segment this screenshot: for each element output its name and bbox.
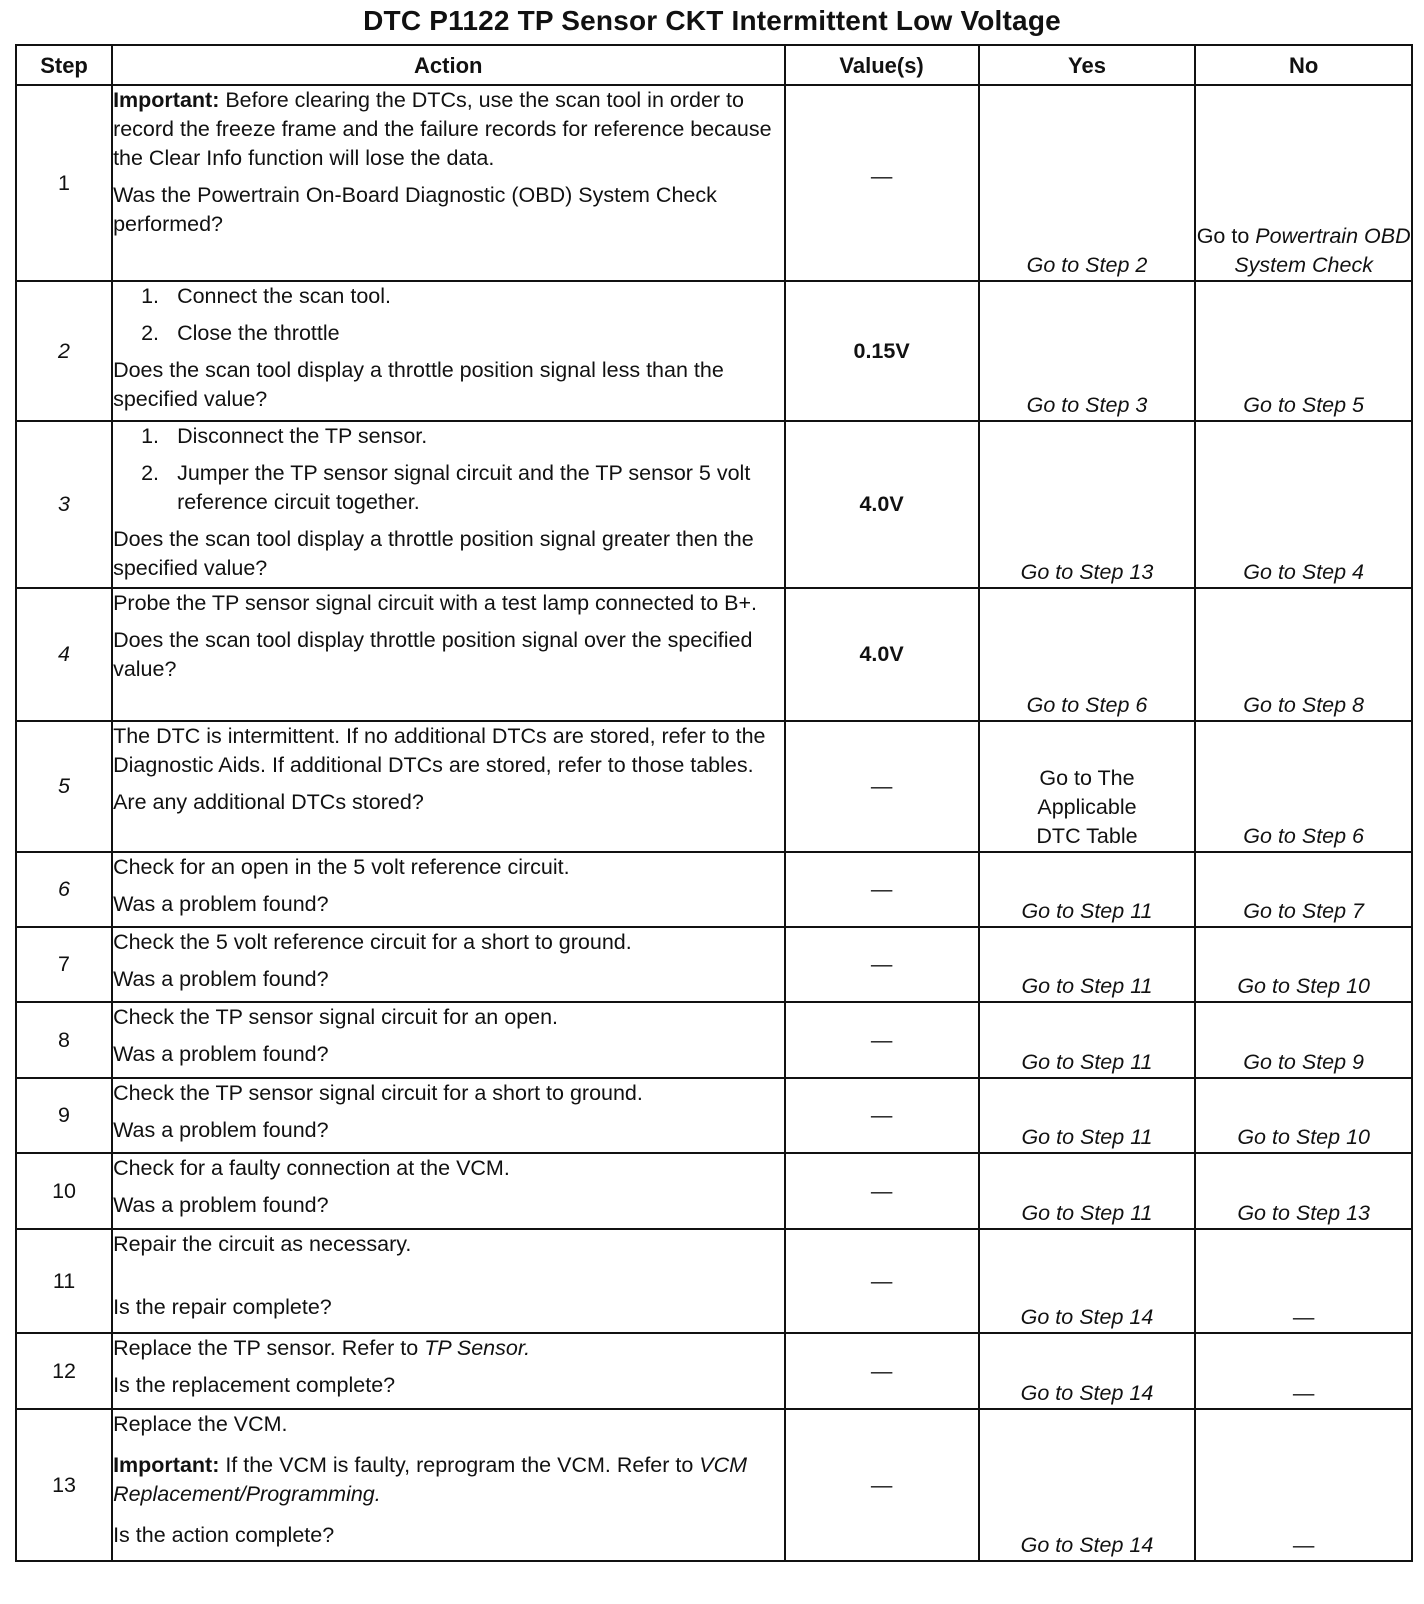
yes-cell: Go to Step 13 bbox=[979, 421, 1196, 588]
action-cell bbox=[112, 721, 784, 852]
value-cell: 0.15V bbox=[785, 281, 979, 421]
no-cell: Go to Step 10 bbox=[1195, 1078, 1412, 1153]
table-row bbox=[16, 927, 1412, 1002]
yes-cell: Go to Step 11 bbox=[979, 1078, 1196, 1153]
action-question: Was a problem found? bbox=[113, 1042, 329, 1066]
value-cell: — bbox=[870, 1358, 893, 1383]
table-row bbox=[16, 721, 1412, 852]
diagnostic-table bbox=[15, 44, 1413, 1562]
no-cell: Go to Step 6 bbox=[1195, 721, 1412, 852]
action-cell bbox=[112, 421, 784, 588]
action-cell bbox=[112, 281, 784, 421]
important-label: Important: bbox=[113, 88, 220, 112]
action-cell bbox=[112, 588, 784, 721]
action-text: Check the 5 volt reference circuit for a short to ground. bbox=[113, 930, 632, 954]
important-label: Important: bbox=[113, 1453, 220, 1477]
value-cell: 4.0V bbox=[785, 421, 979, 588]
action-reference: VCM Replacement/Programming. bbox=[113, 1453, 748, 1506]
step-number: 7 bbox=[16, 927, 112, 1002]
action-question: Was a problem found? bbox=[113, 1193, 329, 1217]
header-no: No bbox=[1195, 45, 1412, 85]
table-row bbox=[16, 1229, 1412, 1333]
action-cell bbox=[112, 1002, 784, 1078]
no-cell: — bbox=[1195, 1229, 1412, 1333]
action-text: Check the TP sensor signal circuit for a short to ground. bbox=[113, 1081, 643, 1105]
table-row bbox=[16, 421, 1412, 588]
step-number: 3 bbox=[16, 421, 112, 588]
no-cell: Go to Step 13 bbox=[1195, 1153, 1412, 1229]
yes-cell: Go to Step 14 bbox=[979, 1333, 1196, 1409]
list-item: 2. Jumper the TP sensor signal circuit and the TP sensor 5 volt reference circuit together. bbox=[141, 461, 751, 514]
no-cell: Go to Step 10 bbox=[1195, 927, 1412, 1002]
table-row bbox=[16, 1078, 1412, 1153]
value-cell: — bbox=[870, 774, 893, 798]
step-number: 5 bbox=[16, 721, 112, 852]
yes-cell: Go to Step 11 bbox=[979, 852, 1196, 927]
action-text: Probe the TP sensor signal circuit with a test lamp connected to B+. bbox=[113, 591, 758, 615]
value-cell: — bbox=[870, 1027, 893, 1052]
table-row bbox=[16, 85, 1412, 281]
action-question: Does the scan tool display a throttle position signal less than the specified value? bbox=[113, 358, 724, 411]
action-reference: TP Sensor. bbox=[424, 1336, 531, 1360]
no-cell: Go to Step 5 bbox=[1195, 281, 1412, 421]
yes-cell: Go to Step 11 bbox=[979, 1002, 1196, 1078]
list-item: 1. Disconnect the TP sensor. bbox=[141, 424, 428, 448]
value-cell: — bbox=[870, 1268, 893, 1293]
step-number: 10 bbox=[16, 1153, 112, 1229]
table-row bbox=[16, 588, 1412, 721]
no-reference: Powertrain OBD System Check bbox=[1234, 224, 1411, 277]
no-cell: — bbox=[1195, 1333, 1412, 1409]
action-text: The DTC is intermittent. If no additional DTCs are stored, refer to the Diagnostic Aids. If additional DTCs are stored, refer to those tables. bbox=[113, 724, 766, 777]
action-text: Check the TP sensor signal circuit for an open. bbox=[113, 1005, 559, 1029]
value-cell: — bbox=[870, 164, 893, 188]
action-question: Are any additional DTCs stored? bbox=[113, 790, 424, 814]
header-step: Step bbox=[16, 45, 112, 85]
value-cell: 4.0V bbox=[785, 588, 979, 721]
action-cell bbox=[112, 852, 784, 927]
action-cell bbox=[112, 1078, 784, 1153]
action-text: Repair the circuit as necessary. bbox=[113, 1232, 412, 1256]
action-question: Does the scan tool display throttle position signal over the specified value? bbox=[113, 628, 753, 681]
step-number: 13 bbox=[16, 1409, 112, 1561]
action-question: Was a problem found? bbox=[113, 1118, 329, 1142]
table-header-row bbox=[16, 45, 1412, 85]
step-number: 4 bbox=[16, 588, 112, 721]
step-number: 9 bbox=[16, 1078, 112, 1153]
no-cell: Go to Step 9 bbox=[1195, 1002, 1412, 1078]
action-question: Does the scan tool display a throttle position signal greater then the specified value? bbox=[113, 527, 754, 580]
action-cell bbox=[112, 1229, 784, 1333]
yes-cell: Go to Step 3 bbox=[979, 281, 1196, 421]
yes-cell: Go to Step 6 bbox=[979, 588, 1196, 721]
action-cell bbox=[112, 927, 784, 1002]
header-action: Action bbox=[112, 45, 784, 85]
no-cell: Go to Step 8 bbox=[1195, 588, 1412, 721]
value-cell: — bbox=[870, 1472, 893, 1497]
action-question: Is the replacement complete? bbox=[113, 1373, 396, 1397]
value-cell: — bbox=[870, 1103, 893, 1127]
step-number: 2 bbox=[16, 281, 112, 421]
step-number: 12 bbox=[16, 1333, 112, 1409]
yes-cell: Go to The Applicable DTC Table bbox=[979, 721, 1196, 852]
yes-cell: Go to Step 2 bbox=[979, 85, 1196, 281]
value-cell: — bbox=[870, 1178, 893, 1203]
no-prefix: Go to bbox=[1196, 224, 1256, 248]
step-number: 11 bbox=[16, 1229, 112, 1333]
table-row bbox=[16, 1002, 1412, 1078]
action-text: Replace the TP sensor. Refer to bbox=[113, 1336, 425, 1360]
action-question: Was a problem found? bbox=[113, 967, 329, 991]
value-cell: — bbox=[870, 952, 893, 976]
yes-cell: Go to Step 14 bbox=[979, 1409, 1196, 1561]
action-text: Check for an open in the 5 volt reference circuit. bbox=[113, 855, 570, 879]
action-cell bbox=[112, 85, 784, 281]
list-item: 1. Connect the scan tool. bbox=[141, 284, 392, 308]
table-row bbox=[16, 281, 1412, 421]
action-question: Is the action complete? bbox=[113, 1523, 335, 1547]
table-row bbox=[16, 1409, 1412, 1561]
action-cell bbox=[112, 1153, 784, 1229]
step-number: 6 bbox=[16, 852, 112, 927]
action-question: Was a problem found? bbox=[113, 892, 329, 916]
action-cell bbox=[112, 1333, 784, 1409]
action-cell bbox=[112, 1409, 784, 1561]
header-yes: Yes bbox=[979, 45, 1196, 85]
no-cell: — bbox=[1195, 1409, 1412, 1561]
table-row bbox=[16, 1333, 1412, 1409]
no-cell: Go to Step 4 bbox=[1195, 421, 1412, 588]
action-text: If the VCM is faulty, reprogram the VCM. Refer to bbox=[219, 1453, 700, 1477]
yes-cell: Go to Step 11 bbox=[979, 927, 1196, 1002]
action-question: Was the Powertrain On-Board Diagnostic (OBD) System Check performed? bbox=[113, 183, 717, 236]
table-row bbox=[16, 852, 1412, 927]
action-question: Is the repair complete? bbox=[113, 1295, 332, 1319]
header-values: Value(s) bbox=[785, 45, 979, 85]
action-text: Check for a faulty connection at the VCM. bbox=[113, 1156, 510, 1180]
no-cell bbox=[1195, 85, 1412, 281]
page-title: DTC P1122 TP Sensor CKT Intermittent Low Voltage bbox=[363, 5, 1061, 36]
value-cell: — bbox=[870, 877, 893, 901]
table-row bbox=[16, 1153, 1412, 1229]
step-number: 8 bbox=[16, 1002, 112, 1078]
yes-cell: Go to Step 11 bbox=[979, 1153, 1196, 1229]
yes-cell: Go to Step 14 bbox=[979, 1229, 1196, 1333]
list-item: 2. Close the throttle bbox=[141, 321, 340, 345]
step-number: 1 bbox=[16, 85, 112, 281]
no-cell: Go to Step 7 bbox=[1195, 852, 1412, 927]
action-text: Before clearing the DTCs, use the scan tool in order to record the freeze frame and the failure records for reference because the Clear Info function will lose the data. bbox=[113, 88, 772, 170]
action-text: Replace the VCM. bbox=[113, 1412, 288, 1436]
